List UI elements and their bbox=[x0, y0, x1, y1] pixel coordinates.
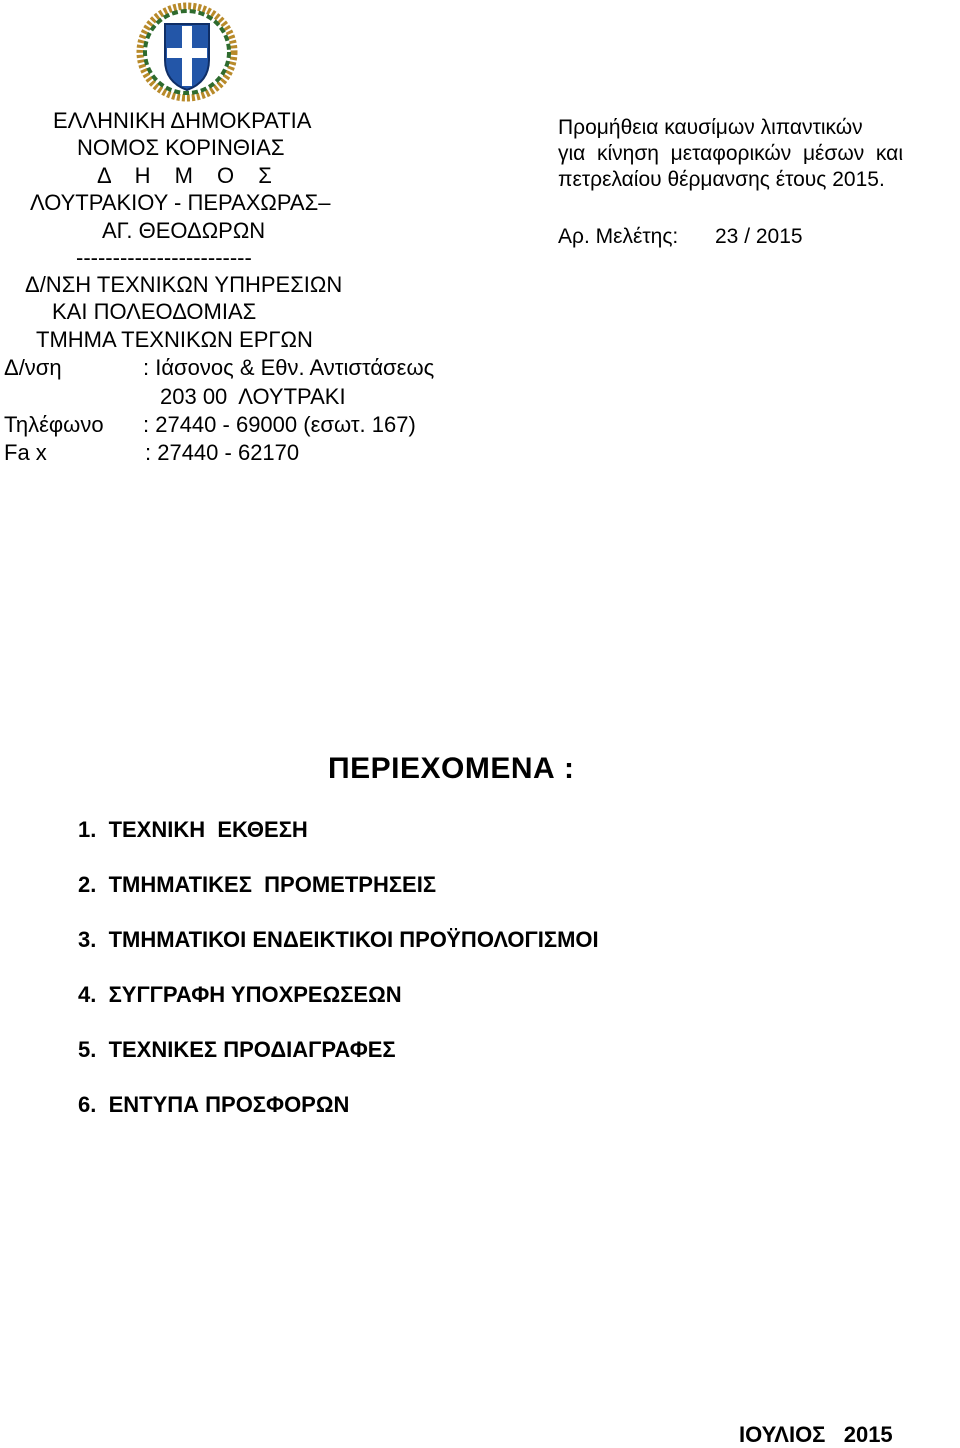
contents-item: 5. ΤΕΧΝΙΚΕΣ ΠΡΟΔΙΑΓΡΑΦΕΣ bbox=[78, 1037, 396, 1062]
header-line: ΕΛΛΗΝΙΚΗ ΔΗΜΟΚΡΑΤΙΑ bbox=[53, 108, 312, 133]
study-number-label: Αρ. Μελέτης: bbox=[558, 225, 679, 248]
address-label: Δ/νση bbox=[4, 355, 62, 380]
contents-title: ΠΕΡΙΕΧΟΜΕΝΑ : bbox=[328, 752, 575, 785]
contents-item: 4. ΣΥΓΓΡΑΦΗ ΥΠΟΧΡΕΩΣΕΩΝ bbox=[78, 982, 402, 1007]
header-separator: ------------------------ bbox=[76, 245, 252, 270]
header-line: ΛΟΥΤΡΑΚΙΟΥ - ΠΕΡΑΧΩΡΑΣ– bbox=[30, 190, 331, 215]
fax-value: : 27440 - 62170 bbox=[145, 440, 300, 465]
phone-value: : 27440 - 69000 (εσωτ. 167) bbox=[143, 412, 416, 437]
address-value: : Ιάσονος & Εθν. Αντιστάσεως bbox=[143, 355, 435, 380]
header-line: Δ/ΝΣΗ ΤΕΧΝΙΚΩΝ ΥΠΗΡΕΣΙΩΝ bbox=[25, 272, 343, 297]
header-line: ΤΜΗΜΑ ΤΕΧΝΙΚΩΝ ΕΡΓΩΝ bbox=[36, 327, 313, 352]
contents-item: 1. ΤΕΧΝΙΚΗ ΕΚΘΕΣΗ bbox=[78, 817, 308, 842]
contents-item: 2. ΤΜΗΜΑΤΙΚΕΣ ΠΡΟΜΕΤΡΗΣΕΙΣ bbox=[78, 872, 437, 897]
header-line: ΑΓ. ΘΕΟΔΩΡΩΝ bbox=[102, 218, 266, 243]
fax-label: Fa x bbox=[4, 440, 47, 465]
phone-label: Τηλέφωνο bbox=[4, 412, 104, 437]
contents-item: 3. ΤΜΗΜΑΤΙΚΟΙ ΕΝΔΕΙΚΤΙΚΟΙ ΠΡΟΫΠΟΛΟΓΙΣΜΟΙ bbox=[78, 927, 599, 952]
contents-item: 6. ΕΝΤΥΠΑ ΠΡΟΣΦΟΡΩΝ bbox=[78, 1092, 350, 1117]
header-line: Δ Η Μ Ο Σ bbox=[97, 163, 281, 188]
study-number: 23 / 2015 bbox=[715, 225, 803, 248]
postal-code: 203 00 ΛΟΥΤΡΑΚΙ bbox=[160, 384, 346, 409]
header-line: ΝΟΜΟΣ ΚΟΡΙΝΘΙΑΣ bbox=[77, 135, 285, 160]
project-title-line: για κίνηση μεταφορικών μέσων και bbox=[558, 142, 903, 165]
greek-coat-of-arms-emblem bbox=[135, 2, 239, 102]
project-title-line: Προμήθεια καυσίμων λιπαντικών bbox=[558, 116, 863, 139]
project-title-line: πετρελαίου θέρμανσης έτους 2015. bbox=[558, 168, 885, 191]
document-date: ΙΟΥΛΙΟΣ 2015 bbox=[739, 1422, 893, 1447]
header-line: ΚΑΙ ΠΟΛΕΟΔΟΜΙΑΣ bbox=[52, 299, 257, 324]
